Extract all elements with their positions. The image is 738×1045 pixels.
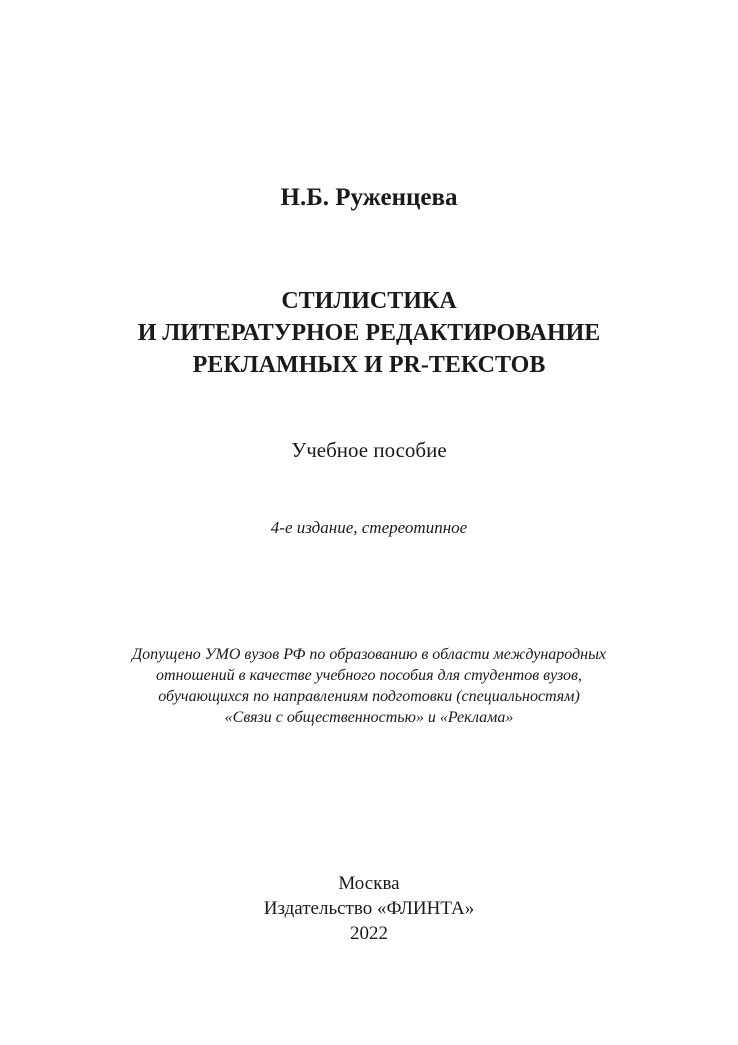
book-subtitle: Учебное пособие: [291, 438, 447, 462]
approval-line-3: обучающихся по направлениям подготовки (специальностям): [158, 688, 580, 705]
approval-line-4: «Связи с общественностью» и «Реклама»: [224, 709, 514, 726]
book-title: [0, 285, 738, 381]
imprint: [0, 871, 738, 946]
book-title-line-3: РЕКЛАМНЫХ И PR-ТЕКСТОВ: [192, 352, 546, 378]
imprint-year: 2022: [350, 923, 388, 944]
imprint-publisher: Издательство «ФЛИНТА»: [263, 898, 475, 919]
approval-line-1: Допущено УМО вузов РФ по образованию в области международных: [131, 646, 607, 663]
author-name: Н.Б. Руженцева: [280, 184, 458, 211]
book-title-line-1: СТИЛИСТИКА: [281, 288, 457, 314]
book-title-line-2: И ЛИТЕРАТУРНОЕ РЕДАКТИРОВАНИЕ: [137, 320, 601, 346]
edition-note: 4-е издание, стереотипное: [270, 518, 468, 537]
approval-line-2: отношений в качестве учебного пособия для студентов вузов,: [156, 667, 582, 684]
imprint-city: Москва: [338, 873, 400, 894]
approval-statement: [0, 644, 738, 728]
